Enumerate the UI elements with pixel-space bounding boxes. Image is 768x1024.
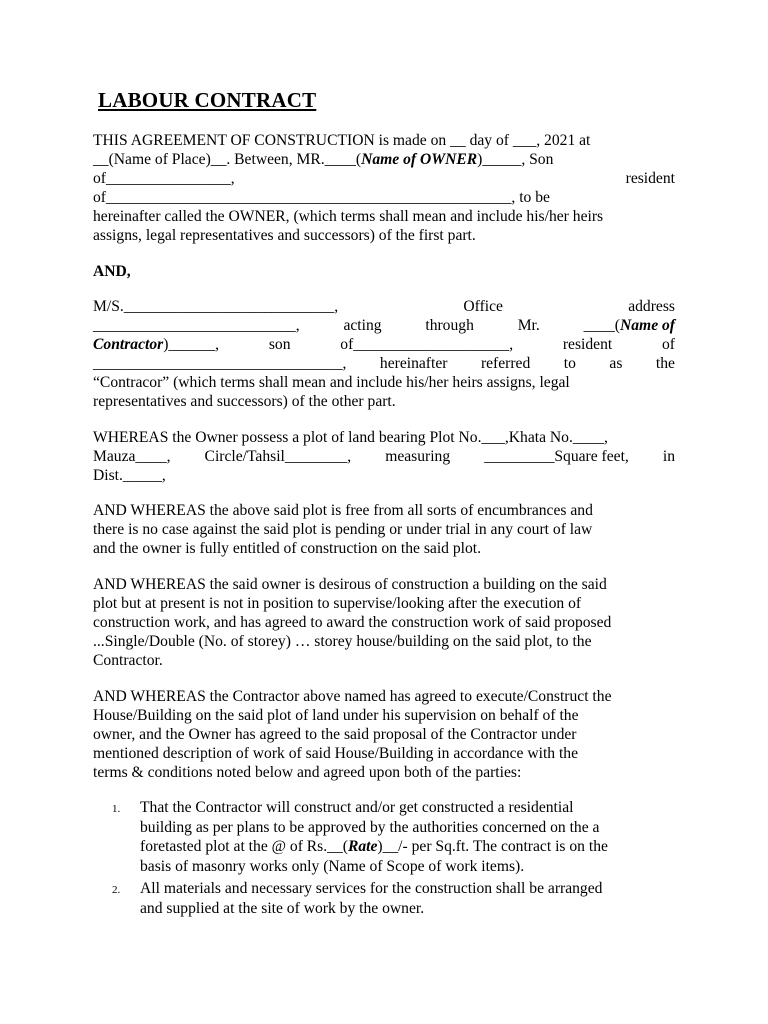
text-line: hereinafter called the OWNER, (which terms shall mean and include his/her heirs <box>93 208 604 225</box>
text-line: assigns, legal representatives and successors) of the first part. <box>93 227 476 244</box>
agreement-paragraph <box>93 131 675 245</box>
list-item: 2. All materials and necessary services for the construction shall be arranged and supplied at the site of work by the owner. <box>112 880 603 917</box>
text-line: resident <box>625 170 675 187</box>
text-line: __(Name of Place)__. Between, MR.____(Name of OWNER)_____, Son <box>93 151 554 168</box>
list-item: 1. That the Contractor will construct and/or get constructed a residential building as per plans to be approved by the authorities concerned on the a foretasted plot at the @ of Rs.__(Rate)__/- per Sq.ft. The contract is on the basis of masonry works only (Name of Scope of work items). <box>112 799 608 875</box>
list-number: 2. <box>112 884 121 896</box>
text-line: of________________, <box>93 170 235 187</box>
list-number: 1. <box>112 803 121 815</box>
owner-name-placeholder: Name of OWNER <box>361 151 478 168</box>
and-heading: AND, <box>93 263 131 280</box>
contractor-name-placeholder: Name of <box>620 317 675 334</box>
contractor-agreement-paragraph: AND WHEREAS the Contractor above named has agreed to execute/Construct the House/Building on the said plot of land under his supervision on behalf of the owner, and the Owner has agreed to the said proposal of the Contractor under mentioned description of work of said House/Building in accordance with the terms & conditions noted below and agreed upon both of the parties: <box>93 688 612 781</box>
contractor-paragraph: M/S.___________________________, Office address __________________________, acting through Mr. ____(Name of Contractor)______, son of____________________, resident of ________________________________, hereinafter referred to as the “Contracor” (which terms shall mean and include his/her heirs assigns, legal representatives and successors) of the other part. <box>93 298 675 410</box>
text-line: of____________________________________________________, to be <box>93 189 550 206</box>
owner-desire-paragraph: AND WHEREAS the said owner is desirous of construction a building on the said plot but at present is not in position to supervise/looking after the execution of construction work, and has agreed to award the construction work of said proposed ...Single/Double (No. of storey) … storey house/building on the said plot, to the Contractor. <box>93 576 612 669</box>
rate-placeholder: Rate <box>347 838 378 855</box>
encumbrance-paragraph: AND WHEREAS the above said plot is free from all sorts of encumbrances and there is no case against the said plot is pending or under trial in any court of law and the owner is fully entitled of construction on the said plot. <box>93 502 593 557</box>
text-line: THIS AGREEMENT OF CONSTRUCTION is made on __ day of ___, 2021 at <box>93 132 591 149</box>
plot-paragraph: WHEREAS the Owner possess a plot of land bearing Plot No.___,Khata No.____, Mauza____, Circle/Tahsil________, measuring _________Square feet, in Dist._____, <box>93 429 675 484</box>
document-title: LABOUR CONTRACT <box>98 88 317 112</box>
terms-list <box>112 798 682 921</box>
